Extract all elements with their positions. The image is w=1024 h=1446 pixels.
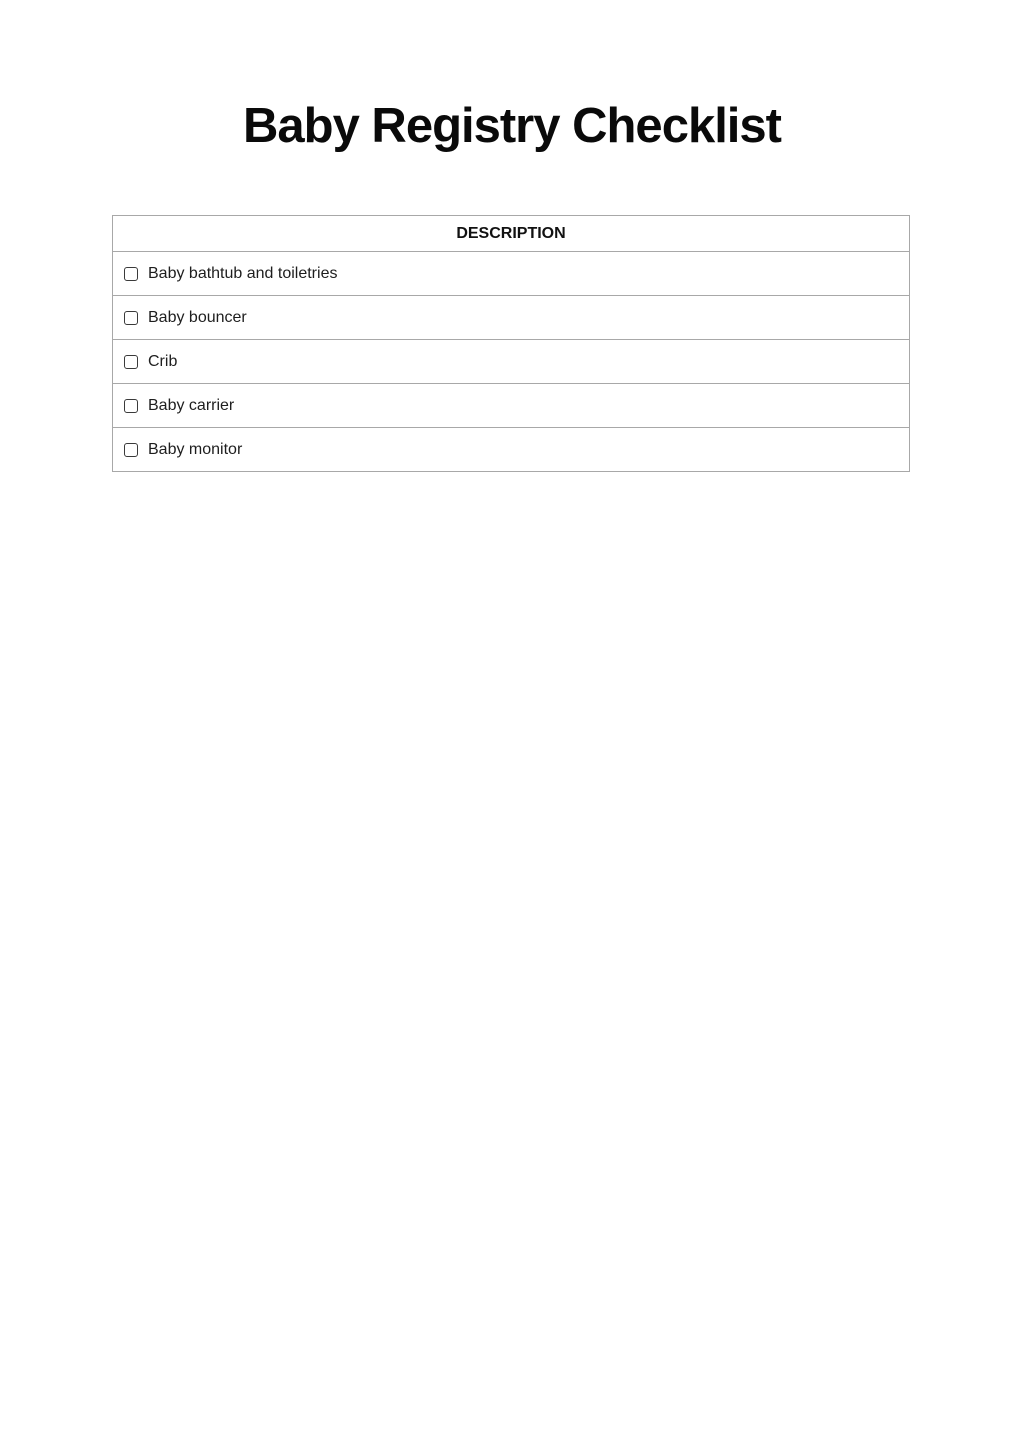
item-checkbox[interactable] [124,311,138,325]
checklist-row [113,340,909,384]
checklist-table [112,215,910,472]
table-header-description: DESCRIPTION [113,216,909,252]
checklist-row [113,296,909,340]
item-checkbox[interactable] [124,355,138,369]
item-label: Baby carrier [148,396,235,414]
checklist-row [113,384,909,428]
item-label: Baby bathtub and toiletries [148,264,338,282]
page-title: Baby Registry Checklist [243,99,781,153]
item-checkbox[interactable] [124,267,138,281]
item-checkbox[interactable] [124,399,138,413]
item-label: Crib [148,352,178,370]
item-label: Baby bouncer [148,308,247,326]
item-checkbox[interactable] [124,443,138,457]
checklist-row [113,428,909,471]
checklist-row [113,252,909,296]
item-label: Baby monitor [148,440,243,458]
